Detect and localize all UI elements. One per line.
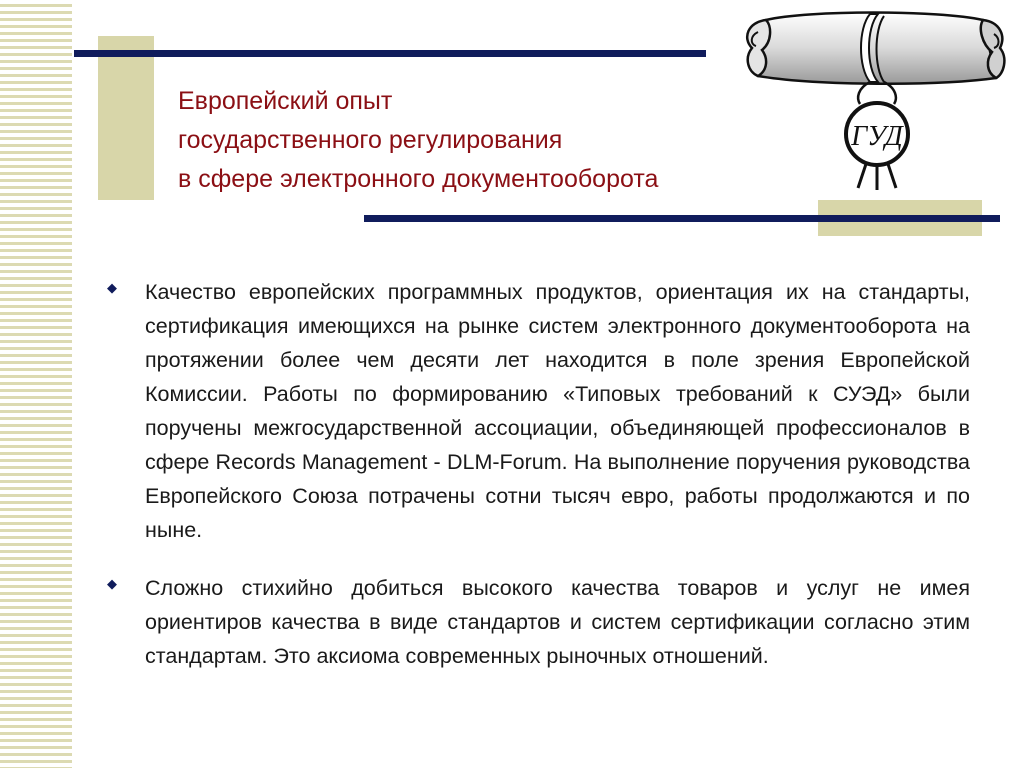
decorative-tan-block-top (98, 36, 154, 200)
slide-title (178, 82, 818, 199)
title-line-2: государственного регулирования (178, 126, 563, 154)
divider-top (74, 50, 706, 57)
title-line-3: в сфере электронного документооборота (178, 165, 659, 193)
list-item (105, 571, 970, 673)
diamond-bullet-icon: ◆ (107, 280, 117, 295)
list-item (105, 275, 970, 547)
bullet-text: Качество европейских программных продуктов, ориентация их на стандарты, сертификация имеющихся на рынке систем электронного документооборота на протяжении более чем десяти лет находится в поле зрения Европейской Комиссии. Работы по формированию «Типовых требований к СУЭД» были поручены межгосударственной ассоциации, объединяющей профессионалов в сфере Records Management - DLM-Forum. На выполнение поручения руководства Европейского Союза потрачены сотни тысяч евро, работы продолжаются и по ныне. (145, 280, 970, 542)
diamond-bullet-icon: ◆ (107, 576, 117, 591)
bullet-list (105, 275, 970, 697)
svg-text:ГУД: ГУД (851, 121, 903, 152)
scroll-seal-icon (738, 8, 1008, 193)
title-line-1: Европейский опыт (178, 87, 393, 115)
bullet-text: Сложно стихийно добиться высокого качества товаров и услуг не имея ориентиров качества в виде стандартов и систем сертификации согласно этим стандартам. Это аксиома современных рыночных отношений. (145, 576, 970, 668)
decorative-stripes (0, 0, 72, 768)
divider-bottom (364, 215, 1000, 222)
